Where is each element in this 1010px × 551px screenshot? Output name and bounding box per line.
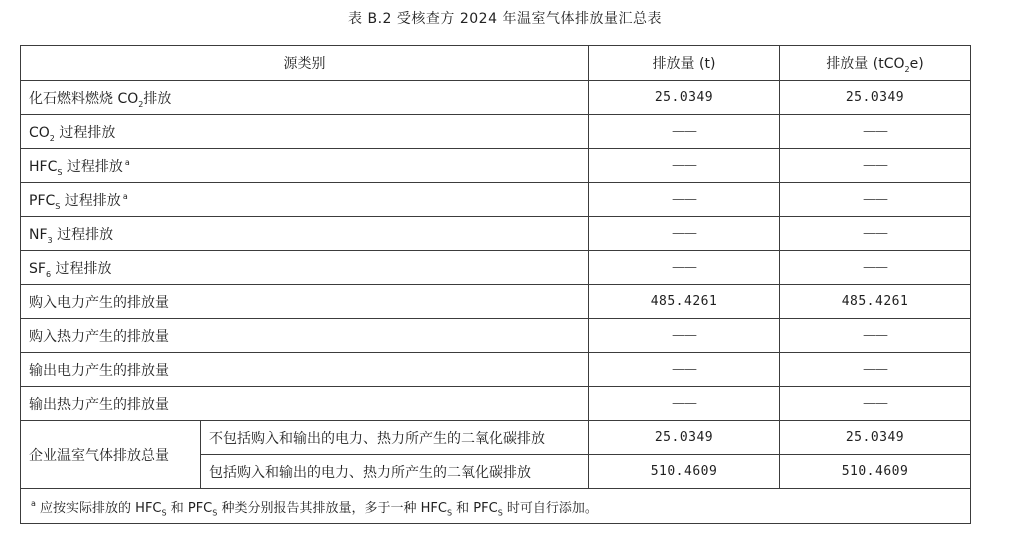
row-source-label — [21, 115, 589, 149]
table-row — [21, 285, 971, 319]
row-emission-co2e: —— — [780, 183, 971, 217]
row-source-label: 购入热力产生的排放量 — [21, 319, 589, 353]
header-source-category: 源类别 — [21, 46, 589, 81]
row-source-label — [21, 149, 589, 183]
row-emission-t: —— — [589, 217, 780, 251]
label-text: 化石燃料燃烧 CO — [29, 90, 139, 107]
row-emission-t: —— — [589, 149, 780, 183]
row-emission-t: —— — [589, 353, 780, 387]
row-emission-t: —— — [589, 251, 780, 285]
total-including-co2e: 510.4609 — [780, 455, 971, 489]
label-subscript: 2 — [138, 99, 144, 109]
header-tco2e-suffix: e) — [909, 56, 924, 72]
label-text-tail: 过程排放 — [52, 226, 114, 243]
footnote-text: 应按实际排放的 HFC — [35, 500, 162, 516]
label-text-tail: 过程排放 — [51, 260, 112, 277]
header-emission-tco2e — [780, 46, 971, 81]
table-row — [21, 217, 971, 251]
row-source-label: 输出电力产生的排放量 — [21, 353, 589, 387]
table-row — [21, 251, 971, 285]
label-subscript: S — [57, 167, 63, 177]
label-text: NF — [29, 226, 48, 243]
table-row — [21, 183, 971, 217]
footnote-marker: a — [124, 157, 130, 167]
total-excluding-co2e: 25.0349 — [780, 421, 971, 455]
label-text: HFC — [29, 158, 58, 175]
table-row — [21, 149, 971, 183]
row-emission-t: —— — [589, 115, 780, 149]
footnote-text: 时可自行添加。 — [502, 500, 598, 516]
total-including-t: 510.4609 — [589, 455, 780, 489]
header-tco2e-prefix: 排放量 (tCO — [826, 56, 905, 72]
label-text-tail: 过程排放 — [62, 158, 123, 175]
row-emission-co2e: —— — [780, 251, 971, 285]
label-text: CO — [29, 124, 50, 141]
total-row-excluding — [21, 421, 971, 455]
label-text-tail: 排放 — [143, 90, 172, 107]
total-excluding-t: 25.0349 — [589, 421, 780, 455]
total-emissions-label: 企业温室气体排放总量 — [21, 421, 201, 489]
header-tco2e-subscript: 2 — [904, 64, 910, 74]
label-subscript: 3 — [47, 235, 53, 245]
row-emission-co2e: —— — [780, 353, 971, 387]
header-emission-t: 排放量 (t) — [589, 46, 780, 81]
label-text-tail: 过程排放 — [54, 124, 116, 141]
table-row — [21, 353, 971, 387]
footnote-text: 种类分别报告其排放量，多于一种 HFC — [217, 500, 447, 516]
row-emission-co2e: —— — [780, 387, 971, 421]
row-source-label: 输出热力产生的排放量 — [21, 387, 589, 421]
emissions-summary-table — [20, 45, 971, 524]
table-row — [21, 387, 971, 421]
footnote-mark: a — [31, 499, 36, 509]
row-emission-t: —— — [589, 387, 780, 421]
row-emission-co2e: —— — [780, 115, 971, 149]
footnote-subscript: S — [161, 508, 167, 518]
footnote-marker: a — [122, 191, 128, 201]
label-subscript: 6 — [45, 269, 52, 279]
row-emission-co2e: 485.4261 — [780, 285, 971, 319]
footnote-text: 和 PFC — [166, 500, 213, 516]
row-emission-t: 25.0349 — [589, 81, 780, 115]
row-emission-co2e: —— — [780, 319, 971, 353]
row-emission-t: 485.4261 — [589, 285, 780, 319]
row-emission-t: —— — [589, 319, 780, 353]
label-text-tail: 过程排放 — [60, 192, 121, 209]
label-text: SF — [29, 260, 46, 277]
row-emission-t: —— — [589, 183, 780, 217]
footnote-subscript: S — [497, 508, 503, 518]
row-emission-co2e: —— — [780, 217, 971, 251]
table-footnote — [21, 489, 971, 524]
table-row — [21, 319, 971, 353]
footnote-subscript: S — [446, 508, 453, 518]
row-source-label — [21, 217, 589, 251]
total-excluding-label: 不包括购入和输出的电力、热力所产生的二氧化碳排放 — [201, 421, 589, 455]
footnote-text: 和 PFC — [452, 500, 498, 516]
table-row — [21, 115, 971, 149]
label-subscript: 2 — [49, 133, 55, 143]
row-source-label — [21, 81, 589, 115]
row-source-label — [21, 251, 589, 285]
footnote-subscript: S — [212, 508, 218, 518]
row-source-label: 购入电力产生的排放量 — [21, 285, 589, 319]
row-emission-co2e: 25.0349 — [780, 81, 971, 115]
row-source-label — [21, 183, 589, 217]
row-emission-co2e: —— — [780, 149, 971, 183]
total-including-label: 包括购入和输出的电力、热力所产生的二氧化碳排放 — [201, 455, 589, 489]
footnote-row — [21, 489, 971, 524]
table-row — [21, 81, 971, 115]
label-text: PFC — [29, 192, 56, 209]
label-subscript: S — [55, 201, 61, 211]
table-header-row — [21, 46, 971, 81]
table-caption: 表 B.2 受核查方 2024 年温室气体排放量汇总表 — [348, 11, 662, 27]
